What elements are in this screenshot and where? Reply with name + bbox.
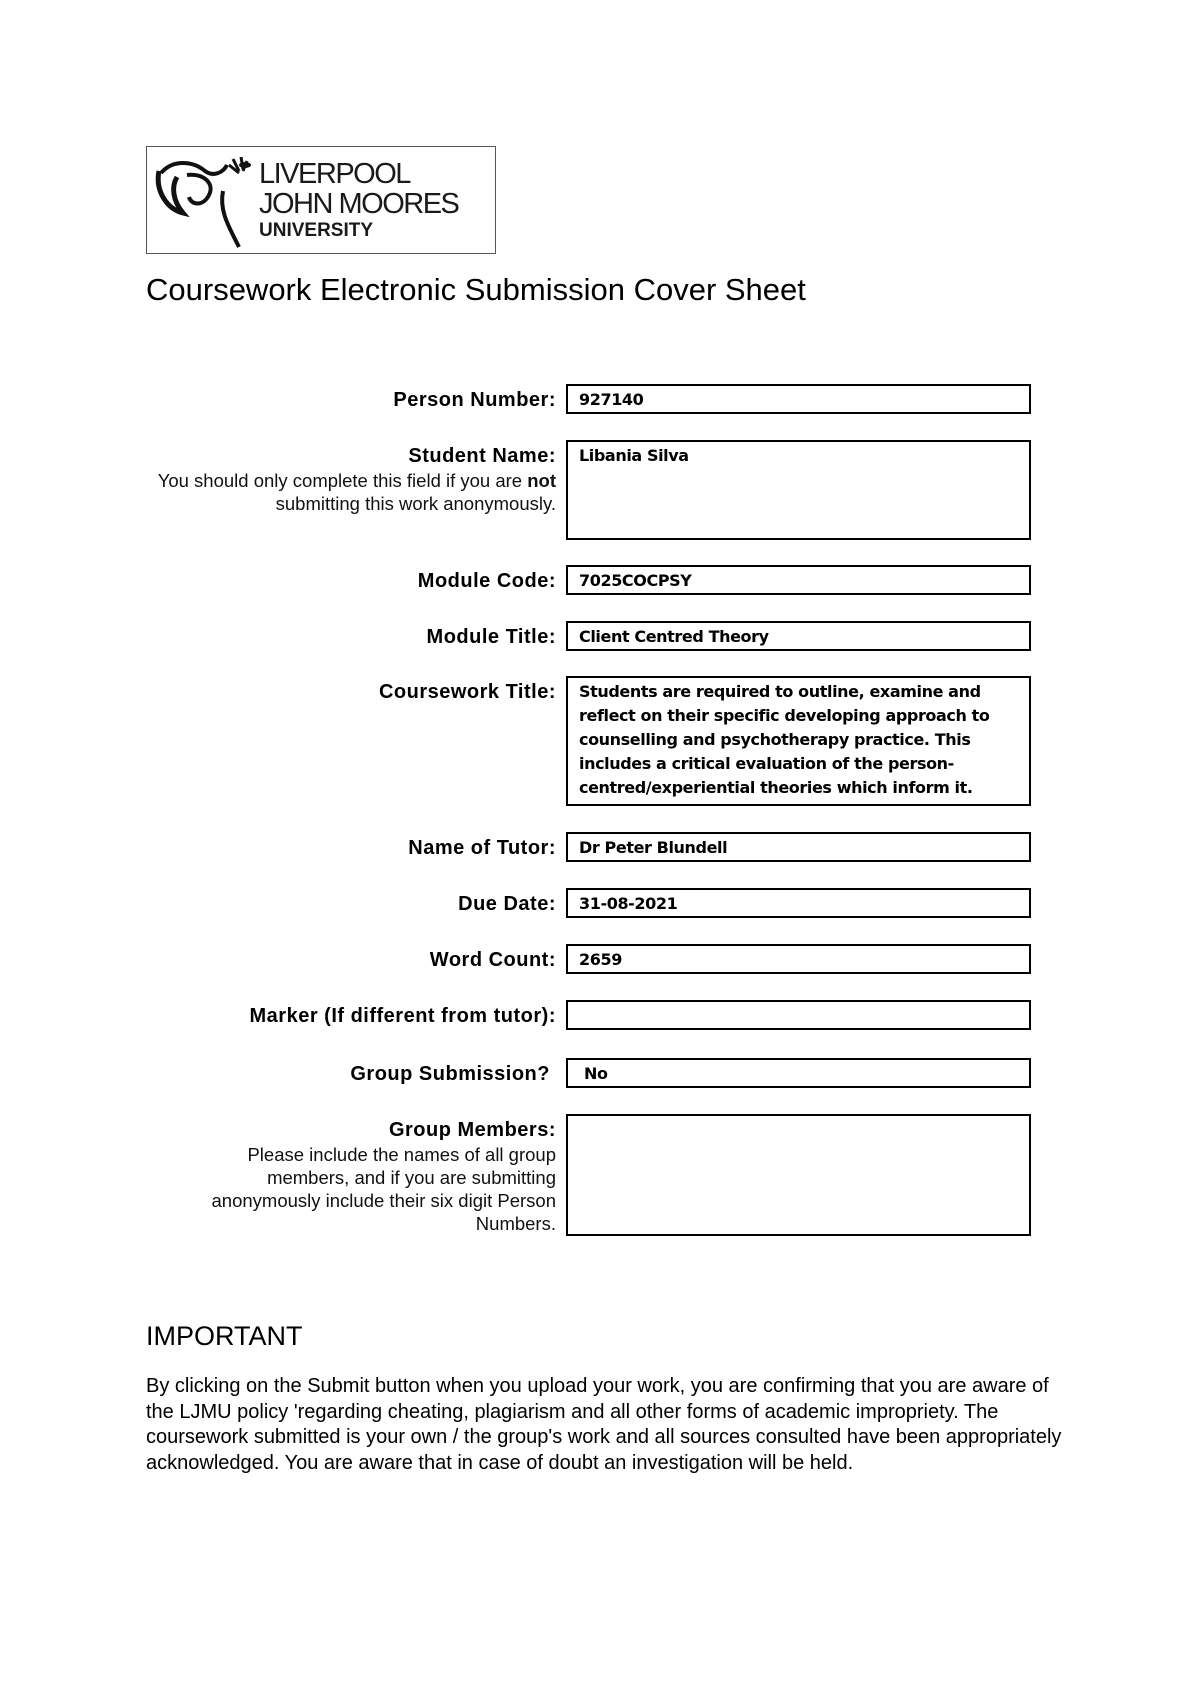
marker-field[interactable] xyxy=(566,1000,1031,1030)
group-submission-label: Group Submission? xyxy=(350,1063,550,1085)
coursework-title-field[interactable]: Students are required to outline, examine and reflect on their specific developing approach to counselling and psychotherapy practice. This includes a critical evaluation of the person-centred/experiential theories which inform it. xyxy=(566,676,1031,806)
module-title-field[interactable]: Client Centred Theory xyxy=(566,621,1031,651)
module-code-field[interactable]: 7025COCPSY xyxy=(566,565,1031,595)
group-members-label: Group Members: xyxy=(388,1119,556,1141)
logo-line-1: LIVERPOOL xyxy=(259,158,410,190)
university-logo xyxy=(146,146,496,254)
student-name-label: Student Name: xyxy=(408,445,556,467)
due-date-field[interactable]: 31-08-2021 xyxy=(566,888,1031,918)
person-number-field[interactable]: 927140 xyxy=(566,384,1031,414)
group-members-field[interactable] xyxy=(566,1114,1031,1236)
tutor-label: Name of Tutor: xyxy=(408,837,556,859)
word-count-label: Word Count: xyxy=(429,949,556,971)
module-title-label: Module Title: xyxy=(426,626,556,648)
logo-line-2: JOHN MOORES xyxy=(259,188,459,220)
important-heading: IMPORTANT xyxy=(146,1321,303,1351)
coursework-title-label: Coursework Title: xyxy=(378,681,556,703)
module-code-label: Module Code: xyxy=(417,570,556,592)
student-name-field[interactable]: Libania Silva xyxy=(566,440,1031,540)
logo-line-3: UNIVERSITY xyxy=(259,220,374,241)
student-name-hint: You should only complete this field if you are not submitting this work anonymously. xyxy=(157,470,556,514)
page-title: Coursework Electronic Submission Cover Sheet xyxy=(146,272,806,307)
group-members-hint: Please include the names of all group members, and if you are submitting anonymously include their six digit Person Numbers. xyxy=(211,1144,556,1234)
due-date-label: Due Date: xyxy=(458,893,556,915)
important-text: By clicking on the Submit button when you upload your work, you are confirming that you are aware of the LJMU policy 'regarding cheating, plagiarism and all other forms of academic impropriety. The coursework submitted is your own / the group's work and all sources consulted have been appropriately acknowledged. You are aware that in case of doubt an investigation will be held. xyxy=(146,1375,1062,1474)
tutor-field[interactable]: Dr Peter Blundell xyxy=(566,832,1031,862)
liver-bird-logo-icon xyxy=(153,151,257,251)
marker-label: Marker (If different from tutor): xyxy=(249,1005,556,1027)
word-count-field[interactable]: 2659 xyxy=(566,944,1031,974)
person-number-label: Person Number: xyxy=(393,389,556,411)
group-submission-field[interactable]: No xyxy=(566,1058,1031,1088)
